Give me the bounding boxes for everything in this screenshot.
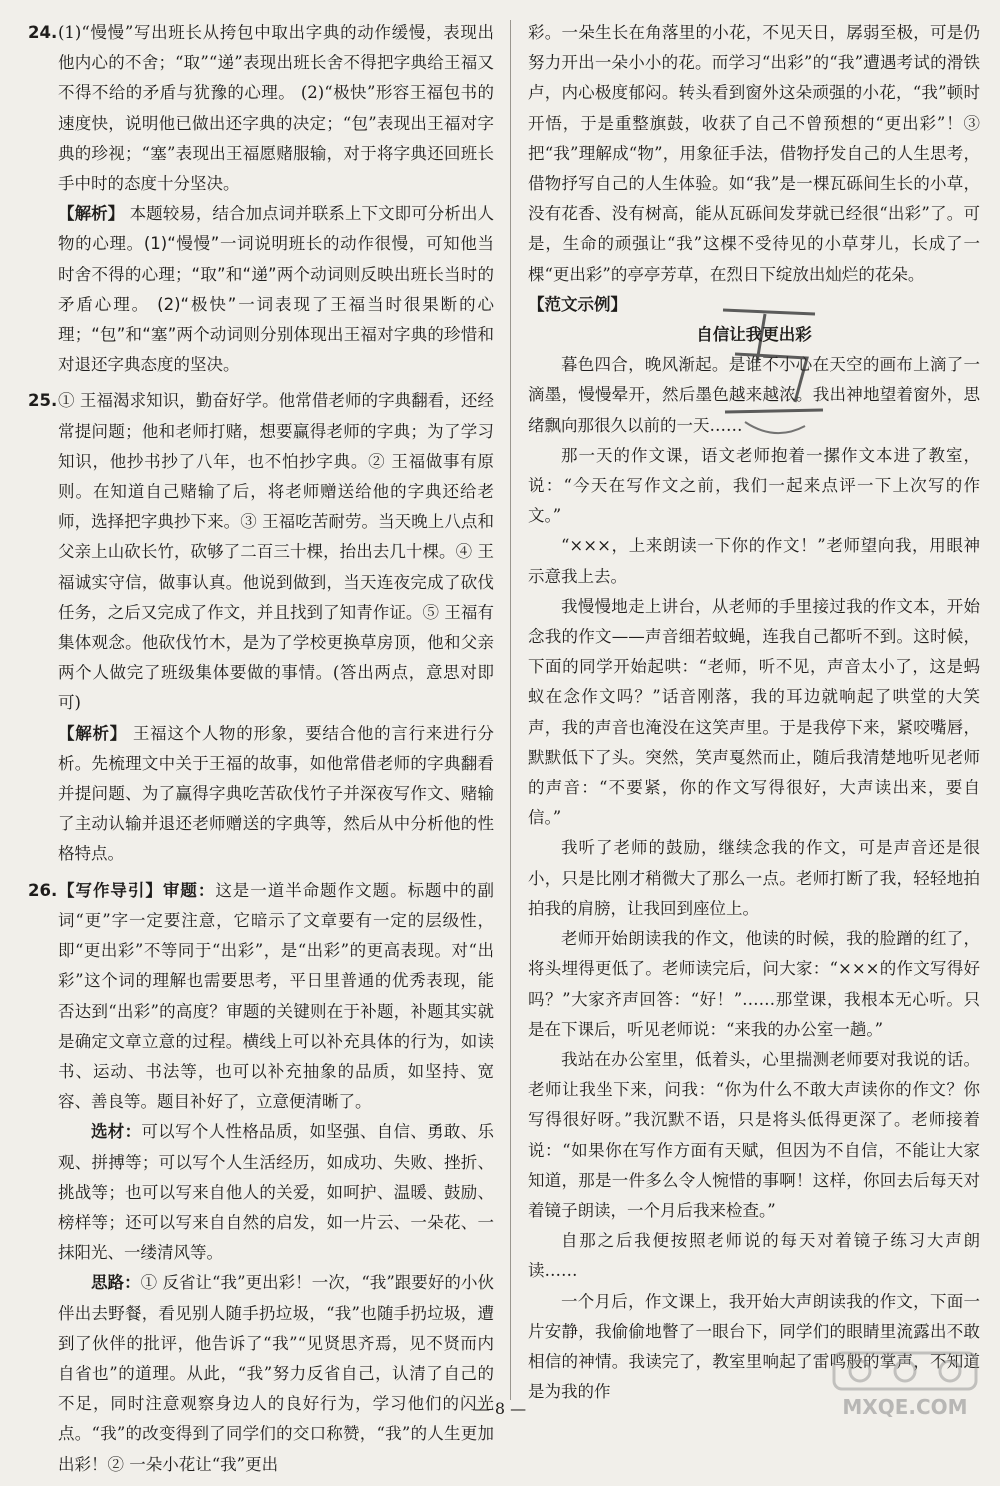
analysis-label: 【解析】 [58, 204, 125, 224]
material-selection [28, 1117, 494, 1268]
silu-label: 思路： [91, 1273, 141, 1293]
watermark-icon [830, 1349, 980, 1393]
essay-paragraph: 我慢慢地走上讲台，从老师的手里接过我的作文本，开始念我的作文——声音细若蚊蝇，连我自己都听不到。这时候，下面的同学开始起哄：“老师，听不见，声音太小了，这是蚂蚁在念作文吗？”话音刚落，我的耳边就响起了哄堂的大笑声，我的声音也淹没在这笑声里。于是我停下来，紧咬嘴唇，默默低下了头。突然，笑声戛然而止，随后我清楚地听见老师的声音：“不要紧，你的作文写得很好，大声读出来，要自信。” [528, 596, 980, 828]
essay-paragraph: 那一天的作文课，语文老师抱着一摞作文本进了教室，说：“今天在写作文之前，我们一起来点评一下上次写的作文。” [528, 445, 980, 526]
xuancai-label: 选材： [91, 1122, 142, 1142]
essay-paragraph: 我听了老师的鼓励，继续念我的作文，可是声音还是很小，只是比刚才稍微大了那么一点。老师打断了我，轻轻地拍拍我的肩膀，让我回到座位上。 [528, 838, 980, 918]
analysis [28, 199, 494, 380]
question-24 [28, 18, 494, 380]
left-column [28, 18, 494, 1486]
answer-text: (1)“慢慢”写出班长从挎包中取出字典的动作缓慢，表现出他内心的不舍；“取”“递”表现出班长舍不得把字典给王福又不得不给的矛盾与犹豫的心理。 (2)“极快”形容王福包书的速度快，说明他已做出还字典的决定；“包”表现出王福对字典的珍视；“塞”表现出王福愿赌服输，对于将字典还回班长手中时的态度十分坚决。 [58, 23, 494, 194]
question-number: 24. [28, 23, 58, 42]
essay-paragraph: 我站在办公室里，低着头，心里揣测老师要对我说的话。老师让我坐下来，问我：“你为什么不敢大声读你的作文？你写得很好呀。”我沉默不语，只是将头低得更深了。老师接着说：“如果你在写作方面有天赋，但因为不自信，不能让大家知道，那是一件多么令人惋惜的事啊！这样，你回去后每天对着镜子朗读，一个月后我来检查。” [528, 1049, 980, 1220]
approach [28, 1268, 494, 1479]
page-number: — 8 — [473, 1399, 527, 1418]
approach-continued: 彩。一朵生长在角落里的小花，不见天日，孱弱至极，可是仍努力开出一朵小小的花。而学习“出彩”的“我”遭遇考试的滑铁卢，内心极度郁闷。转头看到窗外这朵顽强的小花，“我”顿时开悟，于是重整旗鼓，收获了自己不曾预想的“更出彩”！③ 把“我”理解成“物”，用象征手法，借物抒发自己的人生思考，借物抒写自己的人生体验。如“我”是一棵瓦砾间生长的小草，没有花香、没有树高，能从瓦砾间发芽就已经很“出彩”了。可是，生命的顽强让“我”这棵不受待见的小草芽儿，长成了一棵“更出彩”的亭亭芳草，在烈日下绽放出灿烂的花朵。 [528, 23, 980, 284]
essay-paragraph: 自那之后我便按照老师说的每天对着镜子练习大声朗读…… [528, 1231, 980, 1281]
column-divider [510, 20, 511, 1400]
essay-paragraph: 一个月后，作文课上，我开始大声朗读我的作文，下面一片安静，我偷偷地瞥了一眼台下，同学们的眼睛里流露出不敢相信的神情。我读完了，教室里响起了雷鸣般的掌声，不知道是为我的作 [528, 1291, 980, 1402]
question-number: 26. [28, 880, 58, 900]
shenti-text: 这是一道半命题作文题。标题中的副词“更”字一定要注意，它暗示了文章要有一定的层级性，即“更出彩”不等同于“出彩”，是“出彩”的更高表现。对“出彩”这个词的理解也需要思考，平日里普通的优秀表现，能否达到“出彩”的高度？审题的关键则在于补题，补题其实就是确定文章立意的过程。横线上可以补充具体的行为，如读书、运动、书法等，也可以补充抽象的品质，如坚持、宽容、善良等。题目补好了，立意便清晰了。 [58, 880, 495, 1112]
right-column [528, 18, 980, 1407]
watermark-logo [830, 1349, 980, 1419]
question-25 [28, 386, 494, 869]
watermark-text: MXQE.COM [842, 1395, 968, 1419]
analysis-label: 【解析】 [58, 723, 127, 743]
guide-label: 【写作导引】 [58, 880, 163, 900]
essay-title: 自信让我更出彩 [696, 325, 812, 345]
analysis-text: 王福这个人物的形象，要结合他的言行来进行分析。先梳理文中关于王福的故事，如他常借老师的字典翻看并提问题、为了赢得字典吃苦砍伐竹子并深夜写作文、赌输了主动认输并退还老师赠送的字典等，然后从中分析他的性格特点。 [58, 723, 495, 864]
essay-paragraph: 暮色四合，晚风渐起。是谁不小心在天空的画布上滴了一滴墨，慢慢晕开，然后墨色越来越浓。我出神地望着窗外，思绪飘向那很久以前的一天…… [528, 355, 980, 435]
writing-guide [28, 876, 494, 1118]
analysis [28, 719, 494, 870]
shenti-label: 审题： [162, 880, 216, 900]
answer-text: ① 王福渴求知识，勤奋好学。他常借老师的字典翻看，还经常提问题；他和老师打赌，想要赢得老师的字典；为了学习知识，他抄书抄了八年，也不怕抄字典。② 王福做事有原则。在知道自己赌输了后，将老师赠送给他的字典还给老师，选择把字典抄下来。③ 王福吃苦耐劳。当天晚上八点和父亲上山砍长竹，砍够了二百三十棵，抬出去几十棵。④ 王福诚实守信，做事认真。他说到做到，当天连夜完成了砍伐任务，之后又完成了作文，并且找到了知青作证。⑤ 王福有集体观念。他砍伐竹木，是为了学校更换草房顶，他和父亲两个人做完了班级集体要做的事情。(答出两点，意思对即可) [58, 391, 494, 713]
question-number: 25. [28, 391, 58, 411]
analysis-text: 本题较易，结合加点词并联系上下文即可分析出人物的心理。(1)“慢慢”一词说明班长的动作很慢，可知他当时舍不得的心理；“取”和“递”两个动词则反映出班长当时的矛盾心理。 (2)“极快”一词表现了王福当时很果断的心理；“包”和“塞”两个动词则分别体现出王福对字典的珍惜和对退还字典态度的坚决。 [58, 204, 495, 375]
silu-text: ① 反省让“我”更出彩！一次，“我”跟要好的小伙伴出去野餐，看见别人随手扔垃圾，“我”也随手扔垃圾，遭到了伙伴的批评，他告诉了“我”“见贤思齐焉，见不贤而内自省也”的道理。从此，“我”努力反省自己，认清了自己的不足，同时注意观察身边人的良好行为，学习他们的闪光点。“我”的改变得到了同学们的交口称赞，“我”的人生更加出彩！② 一朵小花让“我”更出 [58, 1273, 494, 1474]
essay-paragraph: 老师开始朗读我的作文，他读的时候，我的脸蹭的红了，将头埋得更低了。老师读完后，问大家：“×××的作文写得好吗？”大家齐声回答：“好！”……那堂课，我根本无心听。只是在下课后，听见老师说：“来我的办公室一趟。” [528, 929, 980, 1039]
handwritten-stamp [695, 292, 845, 452]
xuancai-text: 可以写个人性格品质，如坚强、自信、勇敢、乐观、拼搏等；可以写个人生活经历，如成功、失败、挫折、挑战等；也可以写来自他人的关爱，如呵护、温暖、鼓励、榜样等；还可以写来自自然的启发，如一片云、一朵花、一抹阳光、一缕清风等。 [58, 1122, 495, 1263]
sample-essay-label: 【范文示例】 [528, 294, 627, 314]
essay-paragraph: “×××，上来朗读一下你的作文！”老师望向我，用眼神示意我上去。 [528, 536, 980, 586]
question-26 [28, 876, 494, 1480]
